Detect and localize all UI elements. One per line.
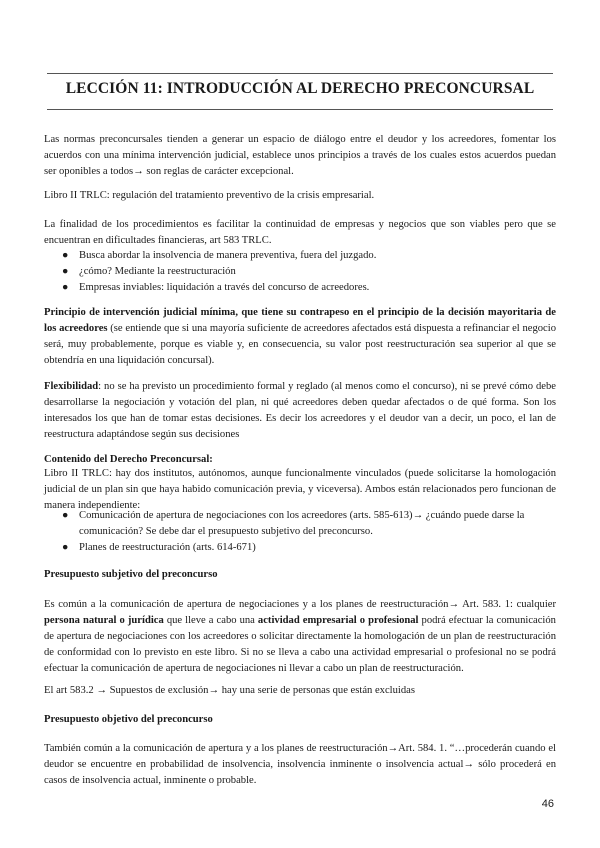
page-number: 46 bbox=[541, 798, 554, 810]
subjetivo-bold-1: persona natural o jurídica bbox=[44, 615, 164, 626]
bullet-icon: ● bbox=[62, 266, 69, 277]
objetivo-heading: Presupuesto objetivo del preconcurso bbox=[44, 714, 213, 725]
bullet-icon: ● bbox=[62, 282, 69, 293]
title-rule-top bbox=[47, 73, 553, 74]
list-item-text: Comunicación de apertura de negociaciones con los acreedores (arts. 585-613)→ ¿cuándo puede darse la comunicación? Se debe dar el presupuesto subjetivo del preconcurso. bbox=[79, 510, 525, 537]
objetivo-paragraph: También común a la comunicación de apertura y a los planes de reestructuración→Art. 584. 1. “…procederán cuando el deudor se encuentre en probabilidad de insolvencia, insolvencia inminente o insolvencia actual→ sólo procederá en casos de insolvencia actual, inminente o probable. bbox=[44, 743, 556, 786]
subjetivo-bold-2: actividad empresarial o profesional bbox=[257, 615, 419, 626]
list-item-text: Busca abordar la insolvencia de manera preventiva, fuera del juzgado. bbox=[79, 250, 377, 261]
contenido-bullet-list bbox=[44, 508, 556, 556]
subjetivo-text-2: que lleve a cabo una bbox=[163, 615, 258, 626]
flexibilidad-text: : no se ha previsto un procedimiento formal y reglado (al menos como el concurso), ni se prevé cómo debe desarrollarse la negociación y votación del plan, ni qué acreedores deben quedar afectados o de qué forma. Son los interesados los que han de tomar estas decisiones. Es decir los acreedores y el deudor van a decir, un poco, el lan de reestructura adaptándose según sus decisiones bbox=[44, 381, 556, 440]
subjetivo-text-3: podrá efectuar la comunicación de apertura de negociaciones con los acreedores o solicitar directamente la homologación de un plan de reestructuración de conformidad con lo previsto en este libro. Si no se lleva a cabo una actividad empresarial o profesional no se podrá efectuar la comunicación de apertura de negociaciones ni llevar a cabo un plan de reestructuración. bbox=[44, 615, 556, 674]
subjetivo-heading: Presupuesto subjetivo del preconcurso bbox=[44, 569, 218, 580]
principio-heading: Principio de intervención judicial mínima, que tiene su contrapeso en el principio de la decisión mayoritaria de los acreedores bbox=[44, 307, 556, 334]
list-item bbox=[44, 248, 556, 264]
contenido-heading: Contenido del Derecho Preconcursal: bbox=[44, 454, 213, 465]
list-item bbox=[44, 508, 556, 540]
contenido-paragraph: Libro II TRLC: hay dos institutos, autónomos, aunque funcionalmente vinculados (puede solicitarse la homologación judicial de un plan sin que haya habido comunicación previa, y viceversa). Ambos están relacionados pero funcionan de manera independiente: bbox=[44, 468, 556, 511]
bullet-icon: ● bbox=[62, 510, 69, 521]
exclusion-paragraph: El art 583.2 → Supuestos de exclusión→ hay una serie de personas que están excluidas bbox=[44, 685, 415, 696]
bullet-icon: ● bbox=[62, 542, 69, 553]
subjetivo-paragraph bbox=[44, 597, 556, 677]
flexibilidad-heading: Flexibilidad bbox=[44, 381, 99, 392]
finalidad-paragraph: La finalidad de los procedimientos es facilitar la continuidad de empresas y negocios que son viables pero que se encuentran en dificultades financieras, art 583 TRLC. bbox=[44, 219, 556, 246]
bullet-icon: ● bbox=[62, 250, 69, 261]
flexibilidad-paragraph bbox=[44, 379, 556, 443]
libro-ii-paragraph: Libro II TRLC: regulación del tratamiento preventivo de la crisis empresarial. bbox=[44, 190, 375, 201]
finalidad-bullet-list bbox=[44, 248, 556, 296]
lesson-title: LECCIÓN 11: INTRODUCCIÓN AL DERECHO PRECONCURSAL bbox=[65, 80, 535, 97]
list-item-text: Empresas inviables: liquidación a través del concurso de acreedores. bbox=[79, 282, 370, 293]
principio-text: (se entiende que si una mayoría suficiente de acreedores afectados está dispuesta a refinanciar el negocio será, muy probablemente, porque es viable y, en consecuencia, su valor post reestructuración sea superior al que se obtendría en una liquidación concursal). bbox=[44, 323, 556, 366]
list-item-text: ¿cómo? Mediante la reestructuración bbox=[79, 266, 236, 277]
list-item bbox=[44, 280, 556, 296]
list-item bbox=[44, 540, 556, 556]
principio-paragraph bbox=[44, 305, 556, 369]
intro-paragraph: Las normas preconcursales tienden a generar un espacio de diálogo entre el deudor y los acreedores, fomentar los acuerdos con una mínima intervención judicial, establece unos principios a través de los cuales estos acuerdos puedan ser oponibles a todos→ son reglas de carácter excepcional. bbox=[44, 134, 556, 177]
list-item-text: Planes de reestructuración (arts. 614-671) bbox=[79, 542, 256, 553]
title-rule-bottom bbox=[47, 109, 553, 110]
subjetivo-text-1: Es común a la comunicación de apertura de negociaciones y a los planes de reestructuración→ Art. 583. 1: cualquier bbox=[44, 599, 556, 610]
list-item bbox=[44, 264, 556, 280]
